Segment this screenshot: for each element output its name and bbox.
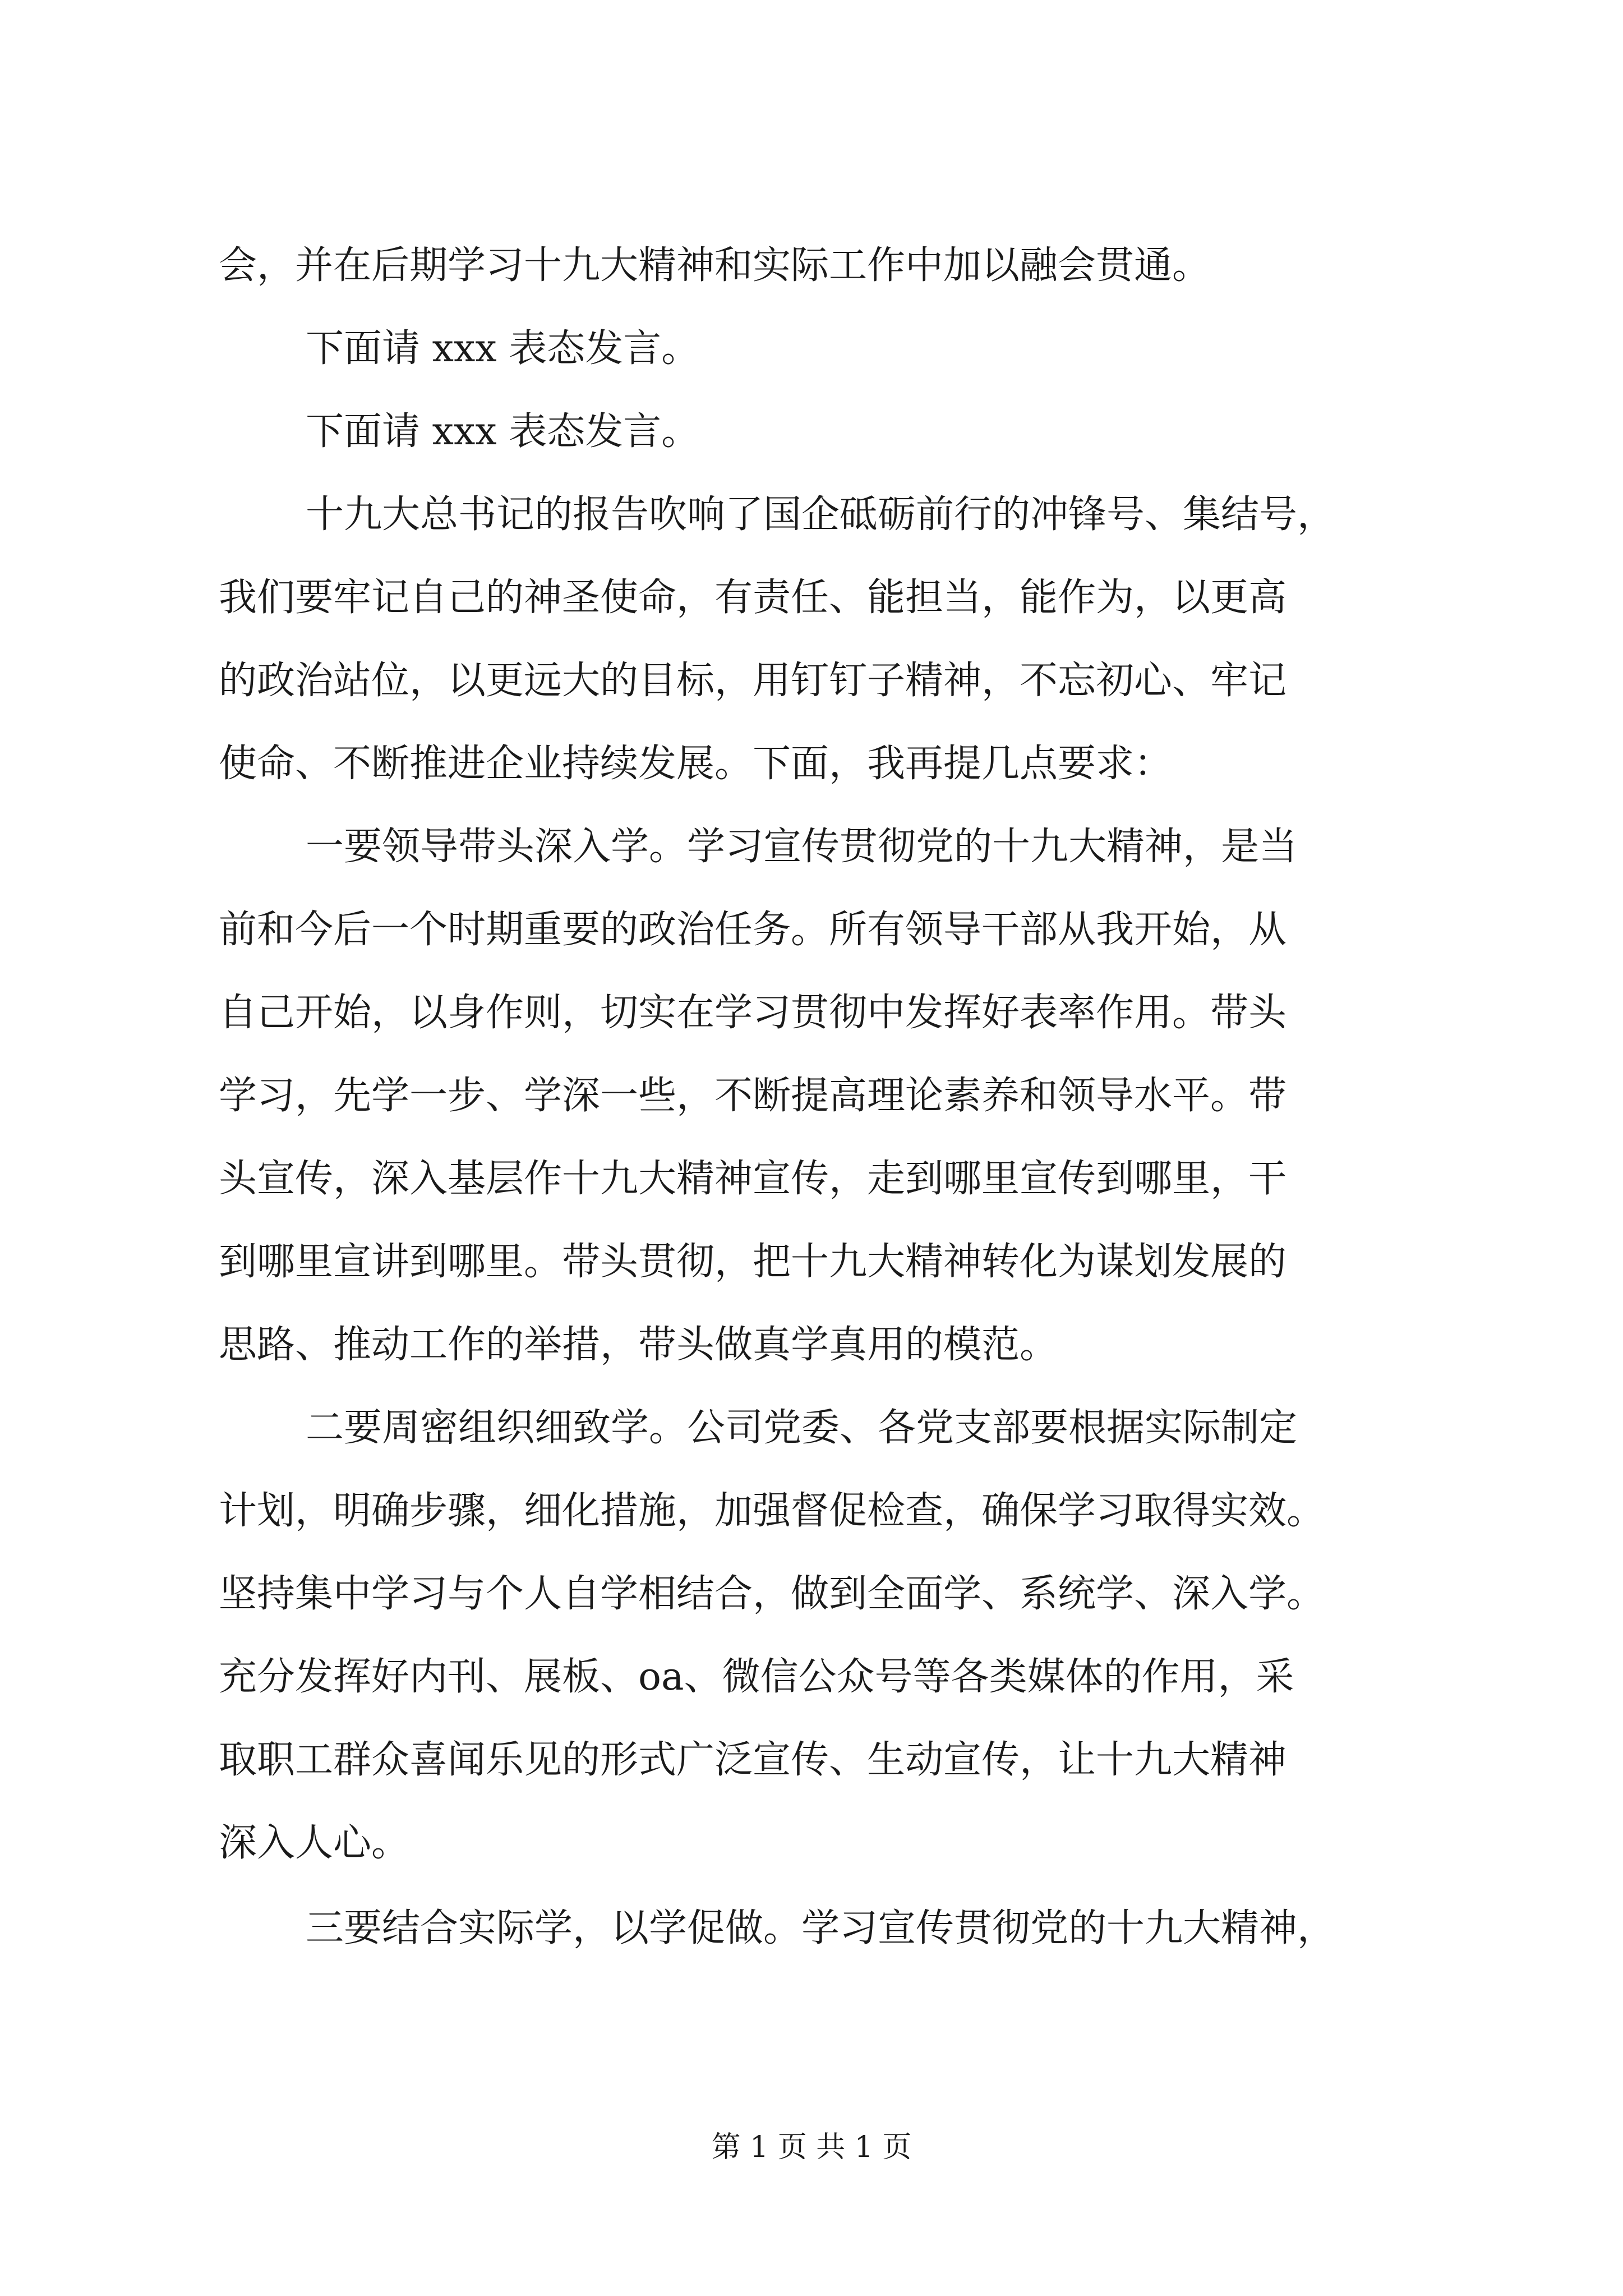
text-line: 会，并在后期学习十九大精神和实际工作中加以融会贯通。 bbox=[219, 243, 1211, 288]
text-line: 使命、不断推进企业持续发展。下面，我再提几点要求： bbox=[219, 742, 1173, 786]
text-line: 充分发挥好内刊、展板、oa、微信公众号等各类媒体的作用，采 bbox=[219, 1655, 1294, 1699]
text-line: 前和今后一个时期重要的政治任务。所有领导干部从我开始，从 bbox=[219, 908, 1287, 952]
text-line: 取职工群众喜闻乐见的形式广泛宣传、生动宣传，让十九大精神 bbox=[219, 1738, 1287, 1782]
text-line: 自己开始，以身作则，切实在学习贯彻中发挥好表率作用。带头 bbox=[219, 991, 1287, 1035]
text-line: 计划，明确步骤，细化措施，加强督促检查，确保学习取得实效。 bbox=[219, 1489, 1325, 1533]
text-line: 二要周密组织细致学。公司党委、各党支部要根据实际制定 bbox=[306, 1406, 1298, 1450]
text-line: 下面请 xxx 表态发言。 bbox=[306, 326, 700, 371]
text-line: 的政治站位，以更远大的目标，用钉钉子精神，不忘初心、牢记 bbox=[219, 659, 1287, 703]
text-line: 下面请 xxx 表态发言。 bbox=[306, 409, 700, 454]
text-line: 头宣传，深入基层作十九大精神宣传，走到哪里宣传到哪里，干 bbox=[219, 1157, 1287, 1201]
page-footer: 第 1 页 共 1 页 bbox=[711, 2131, 912, 2164]
text-line: 思路、推动工作的举措，带头做真学真用的模范。 bbox=[219, 1323, 1058, 1367]
text-line: 到哪里宣讲到哪里。带头贯彻，把十九大精神转化为谋划发展的 bbox=[219, 1240, 1287, 1284]
text-line: 学习，先学一步、学深一些，不断提高理论素养和领导水平。带 bbox=[219, 1074, 1287, 1118]
text-line: 深入人心。 bbox=[219, 1821, 410, 1865]
text-line: 三要结合实际学，以学促做。学习宣传贯彻党的十九大精神， bbox=[306, 1906, 1336, 1950]
text-line: 坚持集中学习与个人自学相结合，做到全面学、系统学、深入学。 bbox=[219, 1572, 1325, 1616]
text-line: 十九大总书记的报告吹响了国企砥砺前行的冲锋号、集结号， bbox=[306, 493, 1336, 537]
text-line: 一要领导带头深入学。学习宣传贯彻党的十九大精神，是当 bbox=[306, 825, 1298, 869]
document-body bbox=[219, 224, 1424, 1970]
text-line: 我们要牢记自己的神圣使命，有责任、能担当，能作为，以更高 bbox=[219, 576, 1287, 620]
